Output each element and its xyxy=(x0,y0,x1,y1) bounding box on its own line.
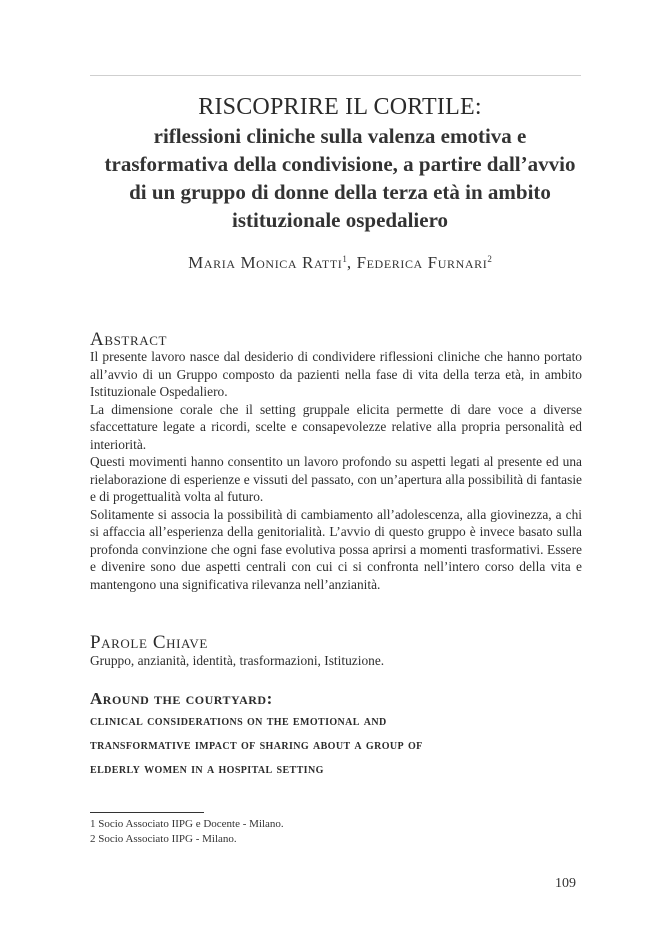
title-main: RISCOPRIRE IL CORTILE: xyxy=(198,94,482,120)
english-title-line: elderly women in a hospital setting xyxy=(90,762,324,777)
title-sub-line: di un gruppo di donne della terza età in ambito xyxy=(129,180,551,204)
abstract-body xyxy=(90,348,582,593)
keywords-text: Gruppo, anzianità, identità, trasformazioni, Istituzione. xyxy=(90,653,385,668)
english-title-main: Around the courtyard: xyxy=(90,689,273,708)
abstract-paragraph: Solitamente si associa la possibilità di cambiamento all’adolescenza, alla giovinezza, a chi si affaccia all’esperienza della genitorialità. L’avvio di questo gruppo è invece basato sulla profonda convinzione che ogni fase evolutiva possa aprirsi a momenti trasformativi. Essere e divenire sono due aspetti centrali con cui ci si confronta nell’intero corso della vita e mantengono una significativa rilevanza nell’anzianità. xyxy=(90,506,582,592)
title-sub-line: riflessioni cliniche sulla valenza emotiva e xyxy=(153,124,527,148)
author-1-name: Maria Monica Ratti xyxy=(188,253,343,272)
footnotes xyxy=(90,817,284,847)
author-2-name: Federica Furnari xyxy=(356,253,488,272)
footnote: 1 Socio Associato IIPG e Docente - Milano. xyxy=(90,818,284,830)
english-title-line: transformative impact of sharing about a group of xyxy=(90,738,423,753)
article-title xyxy=(60,92,620,234)
abstract-paragraph: La dimensione corale che il setting gruppale elicita permette di dare voce a diverse sfaccettature legate a ricordi, scelte e consapevolezze relative alla propria personalità ed interiorità. xyxy=(90,401,582,452)
author-line xyxy=(60,253,620,273)
footnote-rule xyxy=(90,812,204,813)
english-title-line: clinical considerations on the emotional and xyxy=(90,714,387,729)
author-2-footnote-mark: 2 xyxy=(487,254,492,264)
title-sub-line: trasformativa della condivisione, a partire dall’avvio xyxy=(104,152,576,176)
header-rule xyxy=(90,75,581,76)
english-title xyxy=(90,688,590,782)
abstract-heading: Abstract xyxy=(90,329,168,350)
abstract-paragraph: Questi movimenti hanno consentito un lavoro profondo su aspetti legati al presente ed una rielaborazione di esperienze e vissuti del passato, con un’apertura alla possibilità di fantasie e di progettualità volta al futuro. xyxy=(90,454,582,504)
title-sub-line: istituzionale ospedaliero xyxy=(231,208,449,232)
author-1-footnote-mark: 1 xyxy=(342,254,347,264)
page-number: 109 xyxy=(555,876,576,891)
author-separator: , xyxy=(346,253,357,272)
footnote: 2 Socio Associato IIPG - Milano. xyxy=(90,833,237,845)
keywords-heading: Parole Chiave xyxy=(90,632,208,653)
abstract-paragraph: Il presente lavoro nasce dal desiderio di condividere riflessioni cliniche che hanno portato all’avvio di un Gruppo composto da pazienti nella fase di vita della terza età, in ambito Istituzionale Ospedaliero. xyxy=(90,349,582,399)
